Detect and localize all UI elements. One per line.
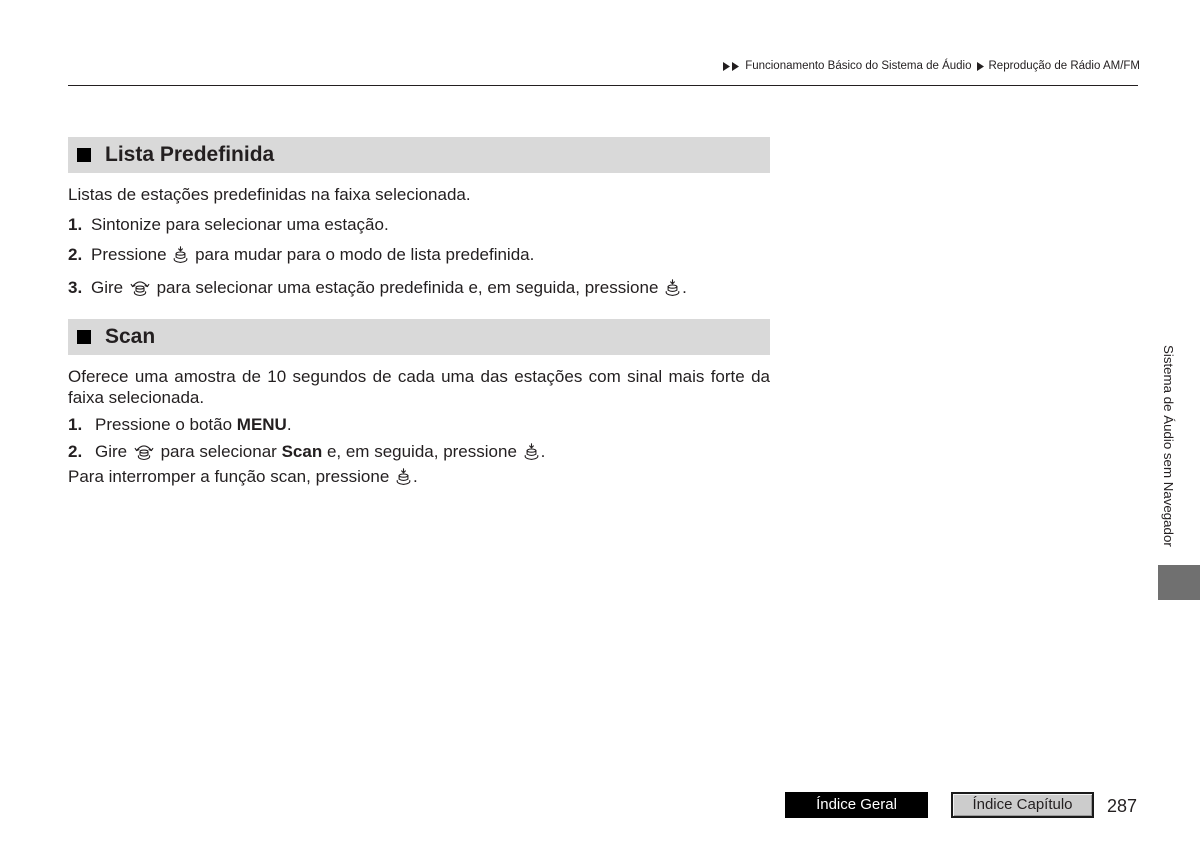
section-header-preset-list bbox=[68, 137, 770, 173]
step-text: Pressione bbox=[91, 245, 167, 264]
chapter-side-label[interactable]: Sistema de Áudio sem Navegador bbox=[1161, 345, 1176, 547]
step-number: 1. bbox=[68, 215, 83, 234]
section-intro: Listas de estações predefinidas na faixa selecionada. bbox=[68, 185, 471, 204]
breadcrumb bbox=[723, 58, 1140, 74]
preset-step-2 bbox=[68, 244, 770, 266]
breadcrumb-link-am-fm-radio[interactable]: Reprodução de Rádio AM/FM bbox=[988, 60, 1140, 72]
section-intro: Oferece uma amostra de 10 segundos de cada uma das estações com sinal mais forte da faixa selecionada. bbox=[68, 367, 770, 407]
selector-knob-press-icon bbox=[665, 279, 680, 297]
selector-knob-press-icon bbox=[396, 468, 411, 486]
scan-stop-note bbox=[68, 466, 770, 488]
chapter-index-button[interactable]: Índice Capítulo bbox=[951, 792, 1094, 818]
selector-knob-rotate-icon bbox=[130, 279, 150, 297]
triangle-right-icon bbox=[977, 62, 984, 71]
scan-option-label: Scan bbox=[281, 442, 323, 461]
step-text: e, em seguida, pressione bbox=[326, 442, 517, 461]
breadcrumb-link-basic-audio-operation[interactable]: Funcionamento Básico do Sistema de Áudio bbox=[745, 60, 972, 72]
preset-step-1 bbox=[68, 214, 770, 236]
step-text: para selecionar bbox=[160, 442, 277, 461]
step-number: 2. bbox=[68, 245, 83, 264]
step-text: Pressione o botão bbox=[95, 415, 233, 434]
scan-step-2 bbox=[68, 441, 770, 463]
black-square-icon bbox=[77, 148, 91, 162]
selector-knob-press-icon bbox=[173, 246, 188, 264]
section-title: Scan bbox=[105, 325, 156, 348]
page-number: 287 bbox=[1107, 796, 1138, 816]
general-index-button[interactable]: Índice Geral bbox=[785, 792, 928, 818]
step-number: 1. bbox=[68, 415, 83, 434]
selector-knob-press-icon bbox=[524, 443, 539, 461]
step-text: Gire bbox=[91, 278, 124, 297]
step-text: . bbox=[682, 278, 687, 297]
step-number: 3. bbox=[68, 278, 83, 297]
black-square-icon bbox=[77, 330, 91, 344]
double-triangle-right-icon bbox=[723, 62, 740, 71]
menu-button-label: MENU bbox=[236, 415, 287, 434]
step-text: para selecionar uma estação predefinida e, em seguida, pressione bbox=[156, 278, 659, 297]
preset-step-3 bbox=[68, 277, 770, 299]
section-header-scan bbox=[68, 319, 770, 355]
note-text: Para interromper a função scan, pressione bbox=[68, 467, 390, 486]
selector-knob-rotate-icon bbox=[134, 443, 154, 461]
header-divider bbox=[68, 85, 1138, 86]
step-text: Sintonize para selecionar uma estação. bbox=[91, 215, 389, 234]
step-number: 2. bbox=[68, 442, 83, 461]
step-text: . bbox=[286, 415, 292, 434]
step-text: para mudar para o modo de lista predefinida. bbox=[195, 245, 535, 264]
note-text: . bbox=[413, 467, 418, 486]
section-title: Lista Predefinida bbox=[105, 143, 275, 166]
chapter-tab-marker bbox=[1158, 565, 1200, 600]
step-text: Gire bbox=[95, 442, 128, 461]
scan-step-1 bbox=[68, 414, 770, 436]
step-text: . bbox=[540, 442, 546, 461]
